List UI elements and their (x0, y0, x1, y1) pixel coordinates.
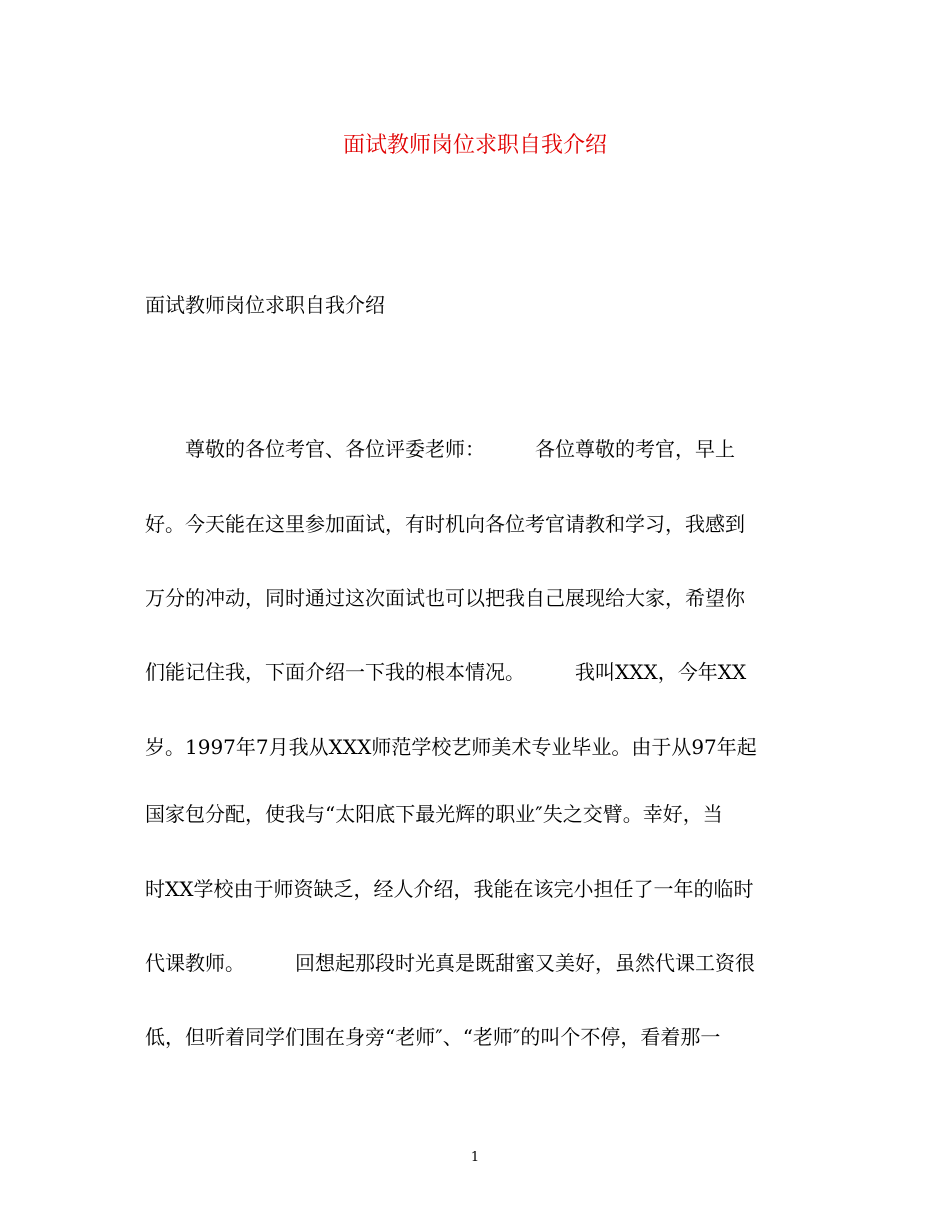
document-title: 面试教师岗位求职自我介绍 (342, 133, 607, 158)
document-subheading: 面试教师岗位求职自我介绍 (145, 293, 385, 317)
body-line: 国家包分配，使我与“太阳底下最光辉的职业″失之交臂。幸好，当 (145, 802, 723, 826)
body-line: 时XX学校由于师资缺乏，经人介绍，我能在该完小担任了一年的临时 (145, 877, 754, 901)
body-line: 低，但听着同学们围在身旁“老师″、“老师″的叫个不停，看着那一 (145, 1025, 721, 1049)
body-line: 万分的冲动，同时通过这次面试也可以把我自己展现给大家，希望你 (145, 586, 745, 610)
body-line: 代课教师。 回想起那段时光真是既甜蜜又美好，虽然代课工资很 (145, 951, 755, 975)
page-number: 1 (470, 1150, 480, 1165)
body-line: 好。今天能在这里参加面试，有时机向各位考官请教和学习，我感到 (145, 512, 745, 536)
body-line: 们能记住我，下面介绍一下我的根本情况。 我叫XXX，今年XX (145, 660, 747, 684)
body-line: 岁。1997年7月我从XXX师范学校艺师美术专业毕业。由于从97年起 (145, 735, 757, 759)
body-line: 尊敬的各位考官、各位评委老师： 各位尊敬的考官，早上 (145, 437, 735, 461)
